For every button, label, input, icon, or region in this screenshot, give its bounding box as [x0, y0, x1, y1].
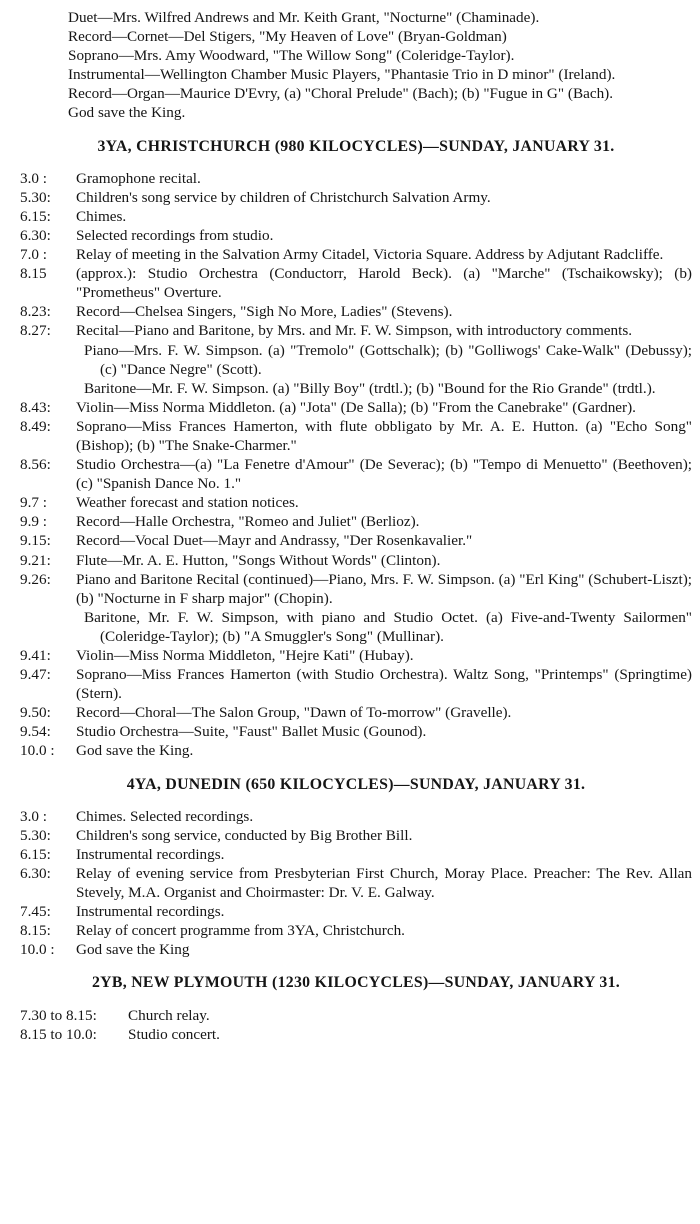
entry-text: Soprano—Miss Frances Hamerton, with flute obbligato by Mr. A. E. Hutton. (a) "Echo Song" (Bishop); (b) "The Snake-Charmer."	[76, 417, 692, 454]
schedule-entry	[20, 940, 692, 959]
intro-block	[20, 8, 692, 123]
sub-entry-text: Baritone, Mr. F. W. Simpson, with piano and Studio Octet. (a) Five-and-Twenty Sailormen" (Coleridge-Taylor); (b) "A Smuggler's Song" (Mullinar).	[84, 608, 692, 645]
entry-text: Instrumental recordings.	[76, 845, 225, 863]
entry-text: Record—Chelsea Singers, "Sigh No More, Ladies" (Stevens).	[76, 303, 453, 321]
entry-time: 9.50:	[20, 704, 51, 722]
intro-line: Soprano—Mrs. Amy Woodward, "The Willow Song" (Coleridge-Taylor).	[68, 47, 515, 65]
schedule-entry	[20, 531, 692, 550]
entry-text: Instrumental recordings.	[76, 903, 225, 921]
section-heading: 4YA, DUNEDIN (650 KILOCYCLES)—SUNDAY, JANUARY 31.	[126, 775, 586, 793]
entry-text: (approx.): Studio Orchestra (Conductorr, Harold Beck). (a) "Marche" (Tschaikowsky); (b) "Prometheus" Overture.	[76, 265, 692, 302]
entry-text: Church relay.	[128, 1006, 210, 1024]
entry-text: Studio concert.	[128, 1025, 220, 1043]
entry-time: 9.41:	[20, 647, 51, 664]
schedule-entry	[20, 902, 692, 921]
entry-time: 9.15:	[20, 532, 51, 550]
entry-time: 6.15:	[20, 845, 51, 863]
entry-text: Relay of evening service from Presbyterian First Church, Moray Place. Preacher: The Rev. Allan Stevely, M.A. Organist and Choirmaster: Dr. V. E. Galway.	[76, 864, 692, 902]
entry-time: 8.15	[20, 265, 47, 283]
schedule-entry	[20, 570, 692, 608]
entry-text: Recital—Piano and Baritone, by Mrs. and Mr. F. W. Simpson, with introductory comments.	[76, 322, 633, 340]
entry-time: 9.47:	[20, 666, 51, 684]
entry-time: 8.27:	[20, 322, 51, 340]
section-heading: 3YA, CHRISTCHURCH (980 KILOCYCLES)—SUNDAY, JANUARY 31.	[97, 137, 615, 155]
entry-text: Relay of concert programme from 3YA, Christchurch.	[76, 922, 405, 940]
entry-text: Relay of meeting in the Salvation Army Citadel, Victoria Square. Address by Adjutant Radcliffe.	[76, 246, 664, 264]
entry-time: 8.56:	[20, 456, 51, 474]
entry-time: 8.49:	[20, 417, 51, 435]
entry-text: Chimes.	[76, 207, 127, 225]
entry-time: 8.43:	[20, 398, 51, 416]
intro-line: Record—Organ—Maurice D'Evry, (a) "Choral Prelude" (Bach); (b) "Fugue in G" (Bach).	[68, 85, 614, 103]
schedule-entry	[20, 321, 692, 340]
schedule-entry	[20, 188, 692, 207]
schedule-entry	[20, 493, 692, 512]
schedule-entry	[20, 302, 692, 321]
entry-text: Soprano—Miss Frances Hamerton (with Studio Orchestra). Waltz Song, "Printemps" (Springtime) (Stern).	[76, 666, 692, 703]
entry-text: Record—Choral—The Salon Group, "Dawn of To-morrow" (Gravelle).	[76, 704, 512, 722]
entry-text: Flute—Mr. A. E. Hutton, "Songs Without Words" (Clinton).	[76, 551, 441, 569]
entry-time: 6.30:	[20, 226, 51, 244]
entry-time: 8.15:	[20, 922, 51, 940]
schedule-entry	[20, 551, 692, 570]
entry-text: Weather forecast and station notices.	[76, 494, 299, 512]
schedule-entry	[20, 921, 692, 940]
schedule-entry	[20, 826, 692, 845]
entry-time: 9.26:	[20, 570, 51, 588]
entry-text: Piano and Baritone Recital (continued)—Piano, Mrs. F. W. Simpson. (a) "Erl King" (Schubert-Liszt); (b) "Nocturne in F sharp major" (Chopin).	[76, 570, 692, 607]
section-2yb	[20, 973, 692, 1043]
schedule-entry	[20, 845, 692, 864]
entry-text: Children's song service, conducted by Big Brother Bill.	[76, 826, 413, 844]
entry-time: 6.30:	[20, 864, 51, 882]
entry-time: 3.0 :	[20, 807, 48, 825]
entry-text: Selected recordings from studio.	[76, 226, 274, 244]
schedule-entry	[20, 226, 692, 245]
intro-line: Record—Cornet—Del Stigers, "My Heaven of Love" (Bryan-Goldman)	[68, 28, 507, 46]
entry-time: 10.0 :	[20, 742, 55, 760]
intro-line: Instrumental—Wellington Chamber Music Players, "Phantasie Trio in D minor" (Ireland).	[68, 66, 616, 84]
schedule-entry	[20, 264, 692, 302]
intro-line: God save the King.	[68, 104, 186, 122]
intro-line: Duet—Mrs. Wilfred Andrews and Mr. Keith Grant, "Nocturne" (Chaminade).	[68, 9, 540, 26]
entry-time: 9.9 :	[20, 513, 48, 531]
schedule-entry	[20, 864, 692, 902]
entry-time: 9.7 :	[20, 494, 48, 512]
schedule-entry	[20, 398, 692, 417]
schedule-entry	[20, 1006, 692, 1025]
schedule-entry	[20, 703, 692, 722]
schedule-entry	[20, 807, 692, 826]
schedule-entry	[20, 512, 692, 531]
entry-time: 8.15 to 10.0:	[20, 1025, 97, 1043]
entry-time: 3.0 :	[20, 169, 48, 187]
entry-text: Chimes. Selected recordings.	[76, 807, 254, 825]
entry-text: Record—Vocal Duet—Mayr and Andrassy, "Der Rosenkavalier."	[76, 532, 473, 550]
schedule-entry	[20, 455, 692, 493]
entry-text: Record—Halle Orchestra, "Romeo and Juliet" (Berlioz).	[76, 513, 420, 531]
entry-text: Studio Orchestra—(a) "La Fenetre d'Amour" (De Severac); (b) "Tempo di Menuetto" (Beethoven); (c) "Spanish Dance No. 1."	[76, 456, 692, 493]
schedule-entry	[20, 646, 692, 665]
schedule-entry	[20, 417, 692, 455]
schedule-entry	[20, 722, 692, 741]
entry-time: 7.45:	[20, 903, 51, 921]
section-heading: 2YB, NEW PLYMOUTH (1230 KILOCYCLES)—SUNDAY, JANUARY 31.	[91, 974, 621, 992]
entry-text: God save the King.	[76, 742, 194, 760]
schedule-entry	[20, 245, 692, 264]
section-4ya	[20, 775, 692, 960]
section-3ya	[20, 137, 692, 761]
entry-time: 6.15:	[20, 207, 51, 225]
entry-text: God save the King	[76, 941, 190, 959]
entry-text: Violin—Miss Norma Middleton. (a) "Jota" (De Salla); (b) "From the Canebrake" (Gardner).	[76, 398, 636, 416]
entry-text: Children's song service by children of Christchurch Salvation Army.	[76, 188, 491, 206]
entry-time: 10.0 :	[20, 941, 55, 959]
entry-time: 8.23:	[20, 303, 51, 321]
entry-time: 7.30 to 8.15:	[20, 1006, 97, 1024]
entry-time: 9.54:	[20, 723, 51, 741]
schedule-entry	[20, 207, 692, 226]
entry-text: Violin—Miss Norma Middleton, "Hejre Kati" (Hubay).	[76, 647, 414, 664]
entry-time: 7.0 :	[20, 246, 48, 264]
entry-time: 9.21:	[20, 551, 51, 569]
sub-entry-text: Baritone—Mr. F. W. Simpson. (a) "Billy Boy" (trdtl.); (b) "Bound for the Rio Grande" (trdtl.).	[84, 379, 656, 397]
schedule-entry	[20, 169, 692, 188]
schedule-entry	[20, 741, 692, 760]
schedule-entry	[20, 665, 692, 703]
entry-text: Gramophone recital.	[76, 169, 201, 187]
entry-time: 5.30:	[20, 826, 51, 844]
entry-text: Studio Orchestra—Suite, "Faust" Ballet Music (Gounod).	[76, 723, 427, 741]
entry-time: 5.30:	[20, 188, 51, 206]
sub-entry-text: Piano—Mrs. F. W. Simpson. (a) "Tremolo" (Gottschalk); (b) "Golliwogs' Cake-Walk" (Debussy); (c) "Dance Negre" (Scott).	[84, 341, 692, 378]
schedule-entry	[20, 1025, 692, 1044]
